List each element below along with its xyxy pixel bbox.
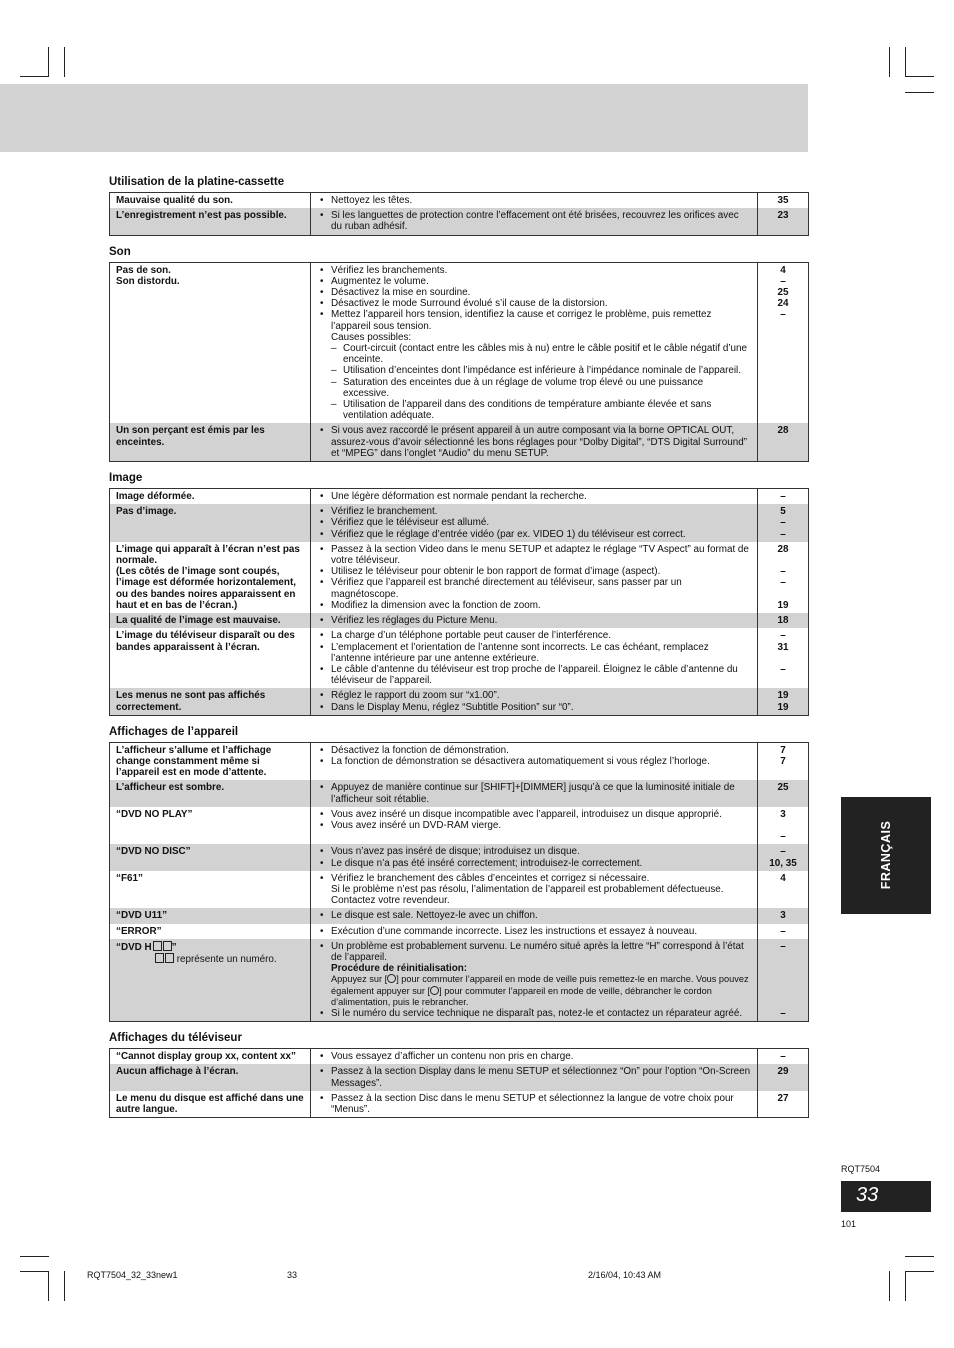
- page-ref: –: [780, 831, 786, 843]
- causes-label: Causes possibles:: [331, 331, 412, 343]
- footer-file: RQT7504_32_33new1: [87, 1270, 178, 1280]
- table-row: [110, 807, 809, 845]
- power-icon: [387, 974, 396, 983]
- table-row: [110, 688, 809, 715]
- page-ref: 31: [777, 641, 789, 653]
- problem-cell: [110, 807, 311, 845]
- table-row: [110, 489, 809, 505]
- page-cell: [758, 423, 809, 461]
- action-cell: [311, 208, 758, 235]
- page-ref: 7: [780, 744, 786, 756]
- page-cell: [758, 1049, 809, 1065]
- action-cell: [311, 613, 758, 628]
- cause-item: – Court-circuit (contact entre les câbles mis à nu) entre le câble positif et le câble négatif d’une enceinte.: [331, 343, 751, 365]
- page-ref: 7: [780, 755, 786, 767]
- cause-item: – Saturation des enceintes due à un réglage de volume trop élevé ou une puissance excessive.: [331, 377, 751, 399]
- page-ref: 19: [777, 690, 789, 702]
- action-item: • Si le numéro du service technique ne disparaît pas, notez-le et contactez un réparateur agréé.: [319, 1008, 751, 1019]
- page-ref: –: [780, 517, 786, 529]
- problem-text: L’image qui apparaît à l’écran n’est pas normale. (Les côtés de l’image sont coupés, l’image est déformée horizontalement, ou des bandes noires apparaissent en haut et en bas de l’écran.): [116, 543, 300, 611]
- page-cell: [758, 1091, 809, 1118]
- action-item: • Une légère déformation est normale pendant la recherche.: [319, 491, 751, 502]
- problem-cell: [110, 208, 311, 235]
- page-ref: 24: [777, 298, 789, 310]
- problem-cell: [110, 423, 311, 461]
- action-item: • Passez à la section Display dans le menu SETUP et sélectionnez “On” pour l’option “On-Screen Messages”.: [319, 1066, 751, 1088]
- problem-text: “DVD U11”: [116, 910, 168, 922]
- action-item: • Passez à la section Video dans le menu SETUP et adaptez le réglage “TV Aspect” au format de votre téléviseur.: [319, 544, 751, 566]
- crop-mark: [889, 47, 890, 77]
- action-item: • La charge d’un téléphone portable peut causer de l’interférence.: [319, 630, 751, 641]
- action-cell: [311, 871, 758, 909]
- cause-item: – Utilisation de l’appareil dans des conditions de température ambiante élevée et sans ventilation adéquate.: [331, 399, 751, 421]
- crop-mark: [64, 47, 65, 77]
- action-item: • Nettoyez les têtes.: [319, 195, 751, 206]
- troubleshooting-table: [109, 262, 809, 462]
- table-row-dvd-h: [110, 939, 809, 1022]
- problem-text: Les menus ne sont pas affichés correctement.: [116, 690, 266, 713]
- page-cell: [758, 504, 809, 542]
- action-item: • Vérifiez que l’appareil est branché directement au téléviseur, sans passer par un magnétoscope.: [319, 577, 751, 599]
- action-item: • Si vous avez raccordé le présent appareil à un autre composant via la borne OPTICAL OUT, assurez-vous d’avoir sélectionné les bons réglages pour “Dolby Digital”, “DTS Digital Surround” et “MPEG” dans l’onglet “Audio” du menu SETUP.: [319, 425, 751, 459]
- power-icon: [430, 986, 439, 995]
- action-item: • Désactivez la fonction de démonstration.: [319, 745, 751, 756]
- page-ref: –: [780, 528, 786, 540]
- table-row: [110, 262, 809, 423]
- reset-title: Procédure de réinitialisation:: [331, 963, 468, 975]
- action-cell: [311, 924, 758, 939]
- action-item: • Un problème est probablement survenu. Le numéro situé après la lettre “H” correspond à l’état de l’appareil. Procédure de réinitialisation: Appuyez sur [ ] pour commuter l’appareil en mode de veille puis remettez-le en marche. Vous pouvez également appuyer sur [ ] pour commuter l’appareil en mode de veille, débrancher le cordon d’alimentation, puis le rebrancher.: [319, 941, 751, 1008]
- action-item: • L’emplacement et l’orientation de l’antenne sont incorrects. Le cas échéant, remplacez l’antenne intérieure par une antenne extérieure.: [319, 642, 751, 664]
- action-item: • Le disque est sale. Nettoyez-le avec un chiffon.: [319, 910, 751, 921]
- digit-box-icon: [163, 941, 172, 951]
- problem-text: “DVD NO PLAY”: [116, 808, 193, 820]
- page-ref: 19: [777, 701, 789, 713]
- digit-box-icon: [165, 953, 174, 963]
- page-ref: 4: [780, 872, 786, 884]
- problem-cell: [110, 262, 311, 423]
- action-item: • Vérifiez le branchement.: [319, 506, 751, 517]
- footer-page: 33: [287, 1270, 298, 1280]
- table-row: [110, 193, 809, 209]
- crop-mark: [48, 1271, 49, 1301]
- problem-cell: [110, 908, 311, 923]
- crop-mark: [905, 47, 906, 77]
- action-item: • Passez à la section Disc dans le menu SETUP et sélectionnez la langue de votre choix pour “Menus”.: [319, 1093, 751, 1115]
- page-ref: [764, 653, 802, 664]
- action-cell: [311, 1049, 758, 1065]
- crop-mark: [905, 1256, 934, 1257]
- problem-cell: [110, 489, 311, 505]
- problem-cell: [110, 613, 311, 628]
- table-row: [110, 1064, 809, 1090]
- action-item: • Désactivez la mise en sourdine.: [319, 287, 751, 298]
- page-cell: [758, 613, 809, 628]
- page-ref: 3: [780, 808, 786, 820]
- action-cell: [311, 742, 758, 780]
- action-cell: [311, 908, 758, 923]
- problem-cell: [110, 780, 311, 806]
- action-item: • Mettez l’appareil hors tension, identifiez la cause et corrigez le problème, puis remettez l’appareil sous tension.: [319, 309, 751, 331]
- table-row: [110, 628, 809, 688]
- page-ref: –: [780, 309, 786, 321]
- page-ref: 27: [777, 1092, 789, 1104]
- action-item: • Vérifiez le branchement des câbles d’enceintes et corrigez si nécessaire. Si le problème n’est pas résolu, l’alimentation de l’appareil est probablement défectueuse. Contactez votre revendeur.: [319, 873, 751, 907]
- section-title: Utilisation de la platine-cassette: [109, 176, 285, 188]
- action-cell: [311, 193, 758, 209]
- problem-text: “DVD NO DISC”: [116, 846, 191, 858]
- page-ref: –: [780, 1051, 786, 1063]
- table-row: [110, 742, 809, 780]
- action-cell: [311, 1091, 758, 1118]
- problem-text: L’image du téléviseur disparaît ou des bandes apparaissent à l’écran.: [116, 630, 295, 653]
- table-row: [110, 924, 809, 939]
- cause-item: – Utilisation d’enceintes dont l’impédance est inférieure à l’impédance nominale de l’appareil.: [331, 365, 751, 376]
- sub-page-number: 101: [841, 1219, 857, 1229]
- language-tab: FRANÇAIS: [841, 797, 931, 914]
- table-row: [110, 780, 809, 806]
- troubleshooting-content: [109, 176, 808, 1128]
- crop-mark: [889, 1271, 890, 1301]
- footer-datetime: 2/16/04, 10:43 AM: [588, 1270, 662, 1280]
- page-cell: – –: [758, 939, 809, 1022]
- action-item: • Le câble d’antenne du téléviseur est trop proche de l’appareil. Éloignez le câble d’antenne du téléviseur de l’appareil.: [319, 664, 751, 686]
- problem-cell: “DVD H ” représente un numéro.: [110, 939, 311, 1022]
- problem-text: Mauvaise qualité du son.: [116, 195, 233, 206]
- page-cell: [758, 780, 809, 806]
- action-item: • Vérifiez les branchements.: [319, 265, 751, 276]
- page-cell: [758, 1064, 809, 1090]
- problem-cell: [110, 193, 311, 209]
- action-cell: [311, 844, 758, 870]
- table-row: [110, 871, 809, 909]
- page-ref: 28: [777, 543, 789, 555]
- crop-mark: [48, 47, 49, 77]
- page-cell: [758, 871, 809, 909]
- action-cell: [311, 489, 758, 505]
- page-cell: [758, 489, 809, 505]
- action-item: • Exécution d’une commande incorrecte. Lisez les instructions et essayez à nouveau.: [319, 926, 751, 937]
- page-cell: [758, 688, 809, 715]
- digit-box-icon: [153, 941, 162, 951]
- page-cell: [758, 628, 809, 688]
- page-ref: 25: [777, 782, 789, 794]
- problem-cell: [110, 542, 311, 613]
- problem-text: L’enregistrement n’est pas possible.: [116, 210, 287, 222]
- action-cell: [311, 807, 758, 845]
- action-item: • Appuyez de manière continue sur [SHIFT]+[DIMMER] jusqu’à ce que la luminosité initiale de l’afficheur soit rétablie.: [319, 782, 751, 804]
- page-ref: 23: [777, 210, 789, 222]
- problem-cell: [110, 1049, 311, 1065]
- problem-cell: [110, 742, 311, 780]
- problem-text: Image déformée.: [116, 491, 195, 503]
- page-ref: 28: [777, 425, 789, 437]
- page-ref: 18: [777, 615, 789, 627]
- page-cell: [758, 742, 809, 780]
- page-ref: [764, 820, 802, 831]
- action-cell: [311, 262, 758, 423]
- table-row: [110, 1049, 809, 1065]
- page-ref: [764, 589, 802, 600]
- page-cell: [758, 924, 809, 939]
- page-ref: 10, 35: [769, 857, 797, 869]
- problem-text: Un son perçant est émis par les enceintes.: [116, 425, 265, 448]
- action-item: • Vous avez inséré un disque incompatible avec l’appareil, introduisez un disque approprié.: [319, 809, 751, 820]
- digit-box-icon: [155, 953, 164, 963]
- section-title: Affichages de l’appareil: [109, 725, 239, 738]
- problem-cell: [110, 688, 311, 715]
- page-ref: 29: [777, 1066, 789, 1078]
- crop-mark: [20, 76, 49, 77]
- page-ref: 25: [777, 287, 789, 299]
- action-item: • Augmentez le volume.: [319, 276, 751, 287]
- page-ref: –: [780, 925, 786, 937]
- crop-mark: [20, 1256, 49, 1257]
- page-ref: –: [780, 577, 786, 589]
- action-cell: [311, 423, 758, 461]
- action-item: • La fonction de démonstration se désactivera automatiquement si vous réglez l’horloge.: [319, 756, 751, 767]
- page-cell: [758, 262, 809, 423]
- action-cell: [311, 628, 758, 688]
- page-ref: –: [780, 275, 786, 287]
- page-ref: –: [780, 566, 786, 578]
- problem-text: “ERROR”: [116, 925, 162, 937]
- page-cell: [758, 908, 809, 923]
- crop-mark: [905, 1271, 906, 1301]
- action-item: • Vérifiez que le téléviseur est allumé.: [319, 517, 751, 528]
- table-row: [110, 542, 809, 613]
- problem-text: Pas de son. Son distordu.: [116, 264, 180, 287]
- action-cell: [311, 542, 758, 613]
- page-ref: –: [780, 846, 786, 858]
- problem-text: L’afficheur est sombre.: [116, 782, 225, 794]
- section-title: Image: [109, 472, 143, 485]
- page-ref: 35: [777, 195, 789, 206]
- page-ref: [764, 555, 802, 566]
- action-cell: [311, 688, 758, 715]
- troubleshooting-table: [109, 1048, 809, 1118]
- page-ref: –: [780, 630, 786, 642]
- crop-mark: [905, 1271, 934, 1272]
- table-row: [110, 1091, 809, 1118]
- action-item: • Vérifiez que le réglage d’entrée vidéo (par ex. VIDEO 1) du téléviseur est correct.: [319, 529, 751, 540]
- problem-cell: [110, 1064, 311, 1090]
- problem-text: Le menu du disque est affiché dans une autre langue.: [116, 1092, 304, 1115]
- table-row: [110, 908, 809, 923]
- page-ref: –: [780, 491, 786, 503]
- action-item: • Si les languettes de protection contre l’effacement ont été brisées, recouvrez les orifices avec du ruban adhésif.: [319, 210, 751, 232]
- troubleshooting-table: [109, 192, 809, 236]
- problem-text: “F61”: [116, 872, 143, 884]
- page-cell: [758, 542, 809, 613]
- table-row: [110, 504, 809, 542]
- page-number-box: [841, 1181, 931, 1212]
- header-band: [0, 84, 808, 152]
- model-number: RQT7504: [841, 1164, 881, 1174]
- page-number: 33: [856, 1184, 879, 1206]
- page-ref: 4: [780, 264, 786, 276]
- problem-cell: [110, 504, 311, 542]
- crop-mark: [905, 92, 934, 93]
- action-item: • Désactivez le mode Surround évolué s’il cause de la distorsion.: [319, 298, 751, 309]
- page-ref: 19: [777, 599, 789, 611]
- note-text: représente un numéro.: [176, 953, 277, 965]
- problem-text: Aucun affichage à l’écran.: [116, 1066, 239, 1078]
- action-item: • Modifiez la dimension avec la fonction de zoom.: [319, 600, 751, 611]
- crop-mark: [64, 1271, 65, 1301]
- problem-cell: [110, 628, 311, 688]
- page-ref: –: [780, 663, 786, 675]
- section-title: Son: [109, 245, 131, 258]
- problem-cell: [110, 924, 311, 939]
- problem-text: “Cannot display group xx, content xx”: [116, 1051, 296, 1063]
- problem-text: L’afficheur s’allume et l’affichage change constamment même si l’appareil est en mode d’attente.: [116, 744, 272, 779]
- action-item: • Vérifiez les réglages du Picture Menu.: [319, 615, 751, 626]
- crop-mark: [905, 76, 934, 77]
- table-row: [110, 844, 809, 870]
- action-item: • Dans le Display Menu, réglez “Subtitle Position” sur “0”.: [319, 702, 751, 713]
- page-cell: [758, 807, 809, 845]
- action-item: • Vous essayez d’afficher un contenu non pris en charge.: [319, 1051, 751, 1062]
- problem-cell: [110, 871, 311, 909]
- action-item: • Utilisez le téléviseur pour obtenir le bon rapport de format d’image (aspect).: [319, 566, 751, 577]
- action-cell: [311, 780, 758, 806]
- troubleshooting-table: [109, 488, 809, 716]
- problem-text: “DVD H: [116, 941, 152, 953]
- page-ref: 3: [780, 910, 786, 922]
- action-cell: [311, 504, 758, 542]
- section-title: Affichages du téléviseur: [109, 1032, 242, 1045]
- problem-cell: [110, 844, 311, 870]
- action-cell: [311, 939, 758, 1022]
- action-cell: [311, 1064, 758, 1090]
- action-item: • Vous n’avez pas inséré de disque; introduisez un disque.: [319, 846, 751, 857]
- page-cell: [758, 208, 809, 235]
- problem-text: La qualité de l’image est mauvaise.: [116, 615, 281, 627]
- table-row: [110, 613, 809, 628]
- action-item: • Réglez le rapport du zoom sur “x1.00”.: [319, 690, 751, 701]
- action-item: • Vous avez inséré un DVD-RAM vierge.: [319, 820, 751, 831]
- page-cell: [758, 193, 809, 209]
- action-item: • Le disque n’a pas été inséré correctement; introduisez-le correctement.: [319, 858, 751, 869]
- crop-mark: [20, 1271, 49, 1272]
- page-ref: 5: [780, 506, 786, 518]
- problem-cell: [110, 1091, 311, 1118]
- troubleshooting-table: [109, 742, 809, 1022]
- table-row: [110, 208, 809, 235]
- problem-text: Pas d’image.: [116, 506, 177, 518]
- table-row: [110, 423, 809, 461]
- page-cell: [758, 844, 809, 870]
